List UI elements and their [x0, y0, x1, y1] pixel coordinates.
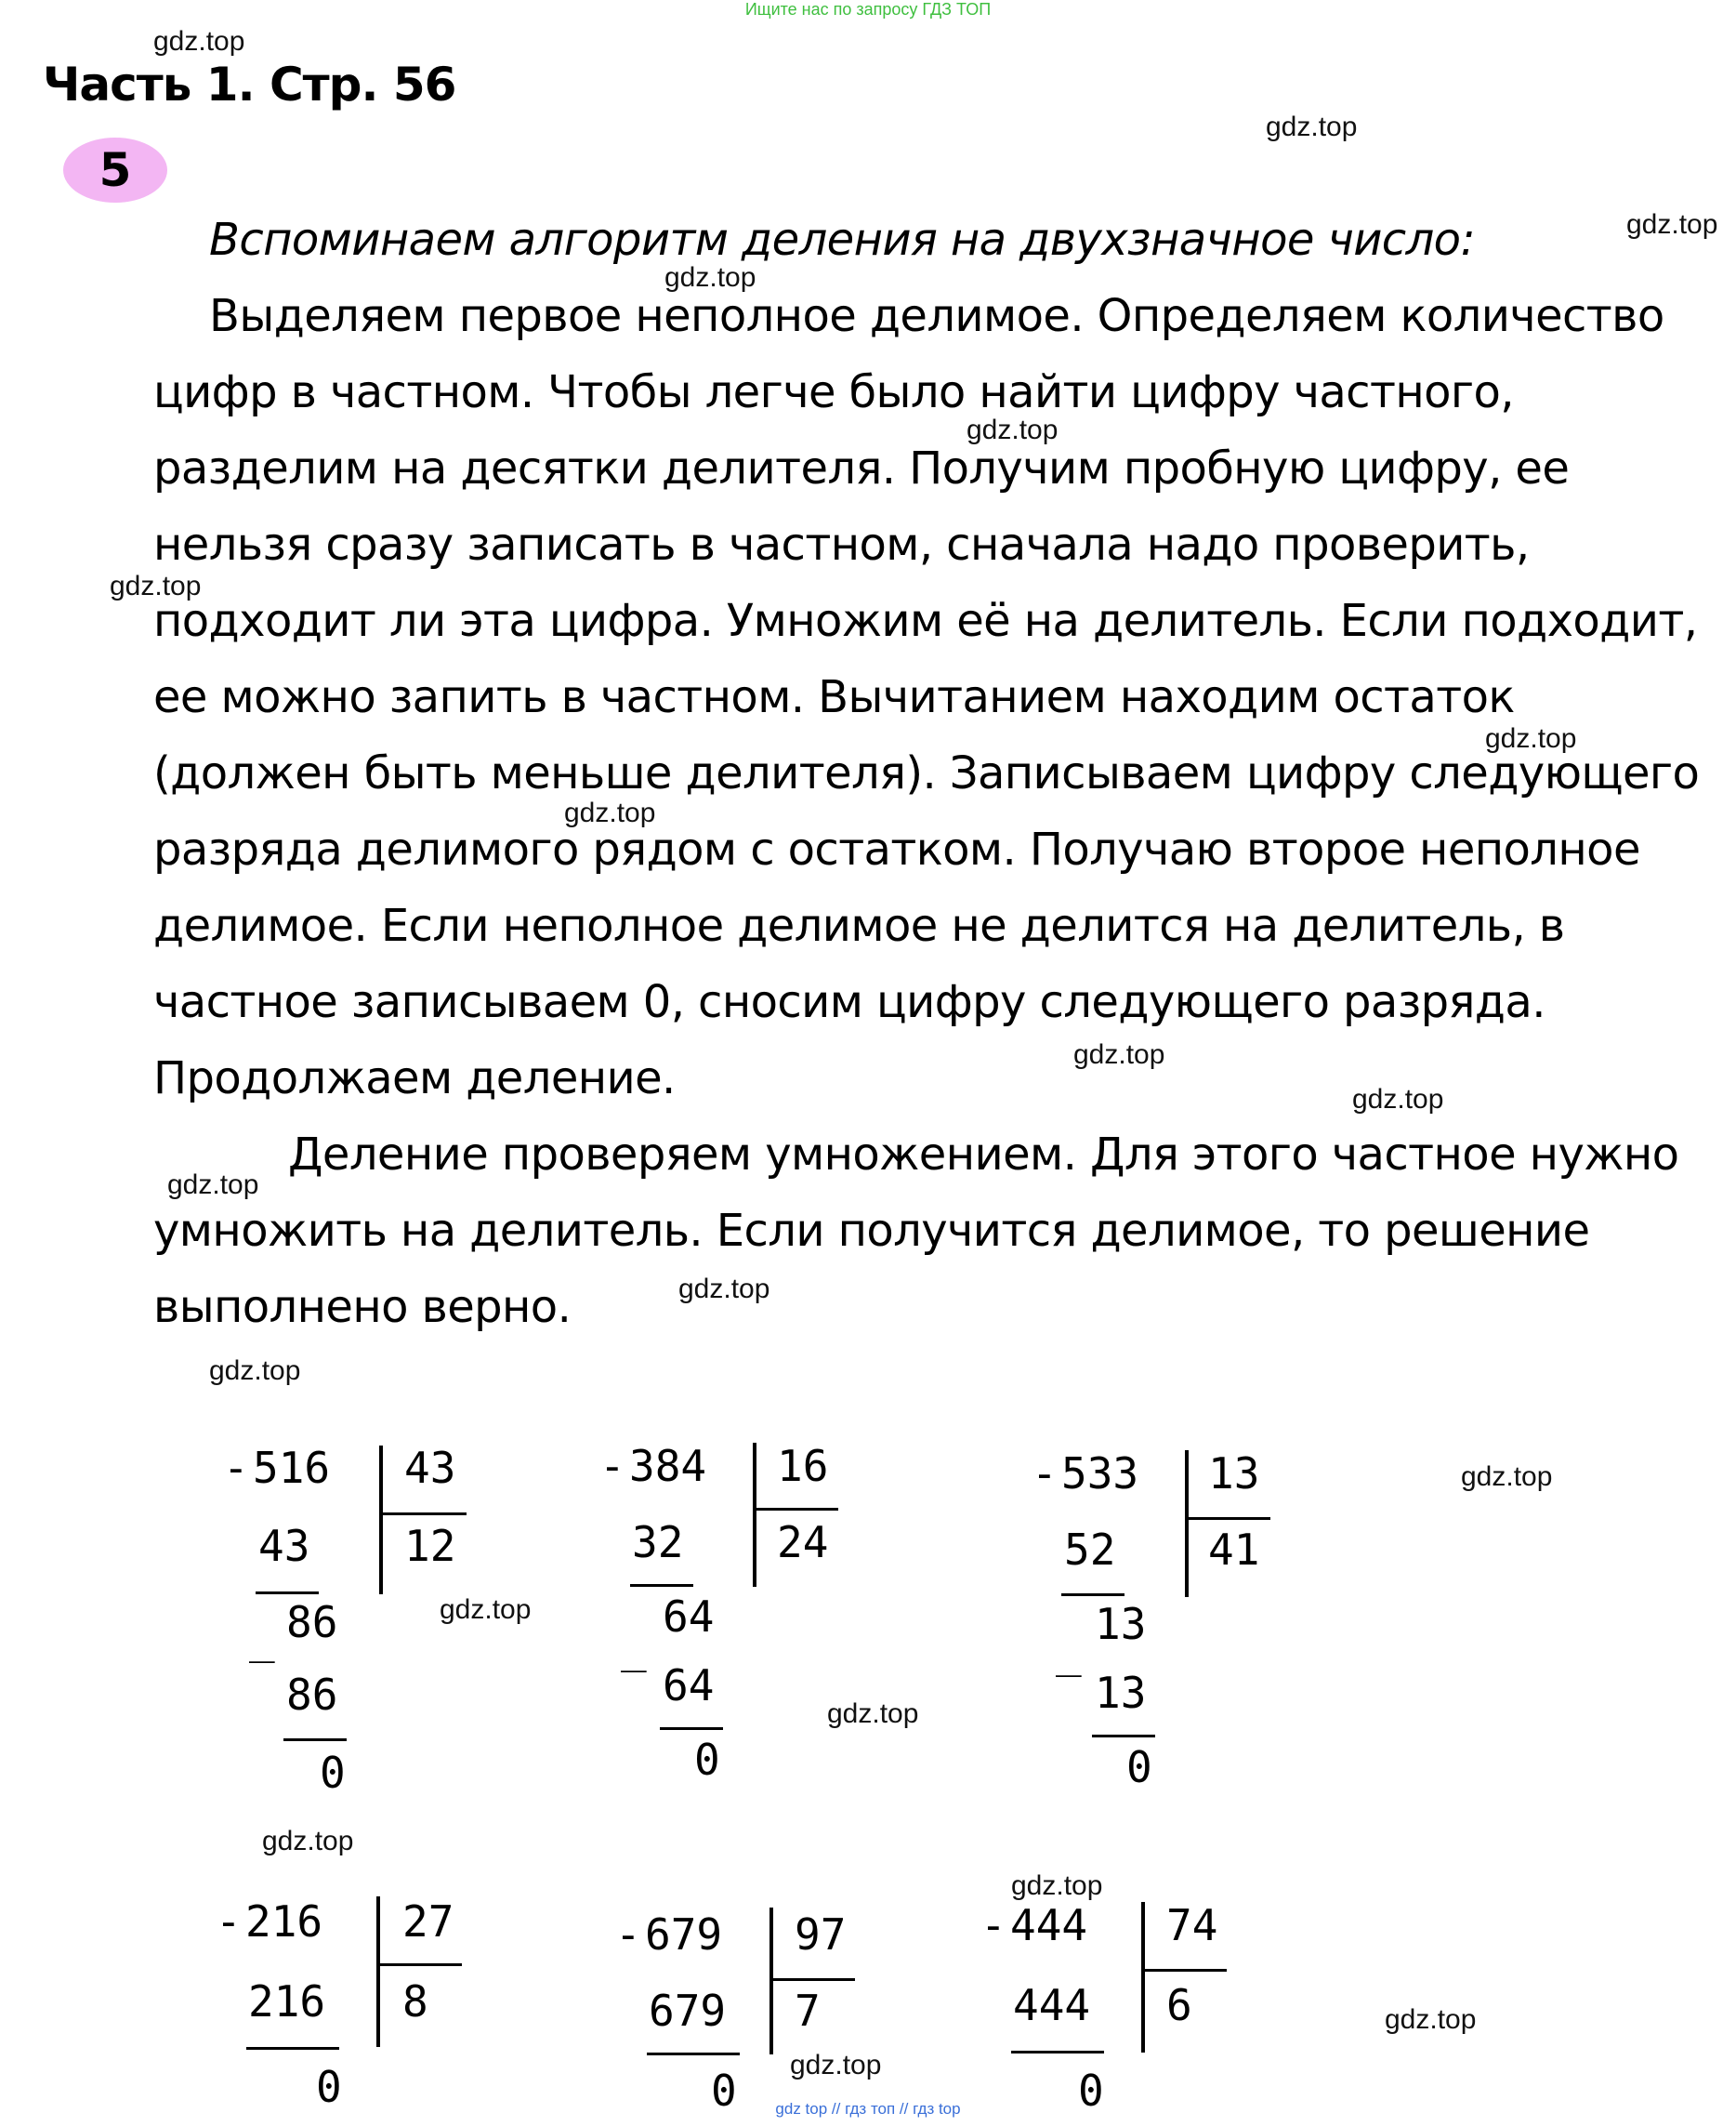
top-banner: Ищите нас по запросу ГДЗ ТОП [744, 0, 992, 19]
minus-sign: - [599, 1441, 625, 1491]
divisor: 43 [404, 1443, 456, 1493]
minus-sign: - [1032, 1448, 1058, 1499]
minus-sign: - [980, 1900, 1006, 1950]
division-bracket [753, 1443, 756, 1587]
dividend: 516 [253, 1443, 331, 1493]
text-line: разделим на десятки делителя. Получим пробную цифру, ее [153, 442, 1570, 495]
watermark: gdz.top [664, 262, 756, 293]
watermark: gdz.top [967, 415, 1059, 445]
dividend: 216 [245, 1896, 323, 1947]
check-line: умножить на делитель. Если получится делимое, то решение [153, 1205, 1590, 1257]
dividend: 384 [629, 1441, 707, 1491]
divisor-underline [1141, 1969, 1227, 1972]
explanation-text [153, 202, 1718, 1345]
task-number-badge [63, 138, 167, 203]
watermark: gdz.top [262, 1826, 354, 1856]
watermark: gdz.top [1626, 209, 1718, 240]
division-bracket [769, 1908, 773, 2054]
text-line: разряда делимого рядом с остатком. Получаю второе неполное [153, 824, 1640, 876]
remainder: 0 [1078, 2066, 1104, 2116]
watermark: gdz.top [209, 1355, 301, 1386]
text-line: частное записываем 0, сносим цифру следующего разряда. [153, 976, 1545, 1028]
quotient: 24 [777, 1517, 829, 1567]
divisor-underline [1185, 1517, 1270, 1520]
subtraction-line [660, 1727, 723, 1730]
divisor: 97 [795, 1909, 847, 1960]
quotient: 41 [1208, 1525, 1260, 1575]
sub-sign: _ [621, 1622, 647, 1672]
divisor: 27 [402, 1896, 454, 1947]
watermark: gdz.top [1073, 1039, 1165, 1070]
divisor-underline [753, 1508, 838, 1511]
watermark: gdz.top [564, 798, 656, 828]
subtraction-line [283, 1738, 347, 1741]
text-line: Выделяем первое неполное делимое. Определяем количество [209, 290, 1664, 342]
text-line: подходит ли эта цифра. Умножим её на делитель. Если подходит, [153, 595, 1698, 647]
text-line: цифр в частном. Чтобы легче было найти цифру частного, [153, 366, 1514, 418]
intro-line: Вспоминаем алгоритм деления на двухзначное число: [209, 214, 1476, 266]
watermark: gdz.top [153, 26, 245, 57]
quotient: 8 [402, 1976, 428, 2027]
step-value: 86 [286, 1597, 338, 1647]
watermark: gdz.top [678, 1274, 770, 1304]
text-line: ее можно запить в частном. Вычитанием находим остаток [153, 671, 1515, 723]
subtraction-line [246, 2047, 339, 2050]
subtraction-line [647, 2053, 740, 2055]
watermark: gdz.top [1011, 1870, 1103, 1901]
step-value: 52 [1064, 1525, 1116, 1575]
watermark: gdz.top [167, 1169, 259, 1200]
remainder: 0 [711, 2066, 737, 2116]
divisor-underline [376, 1963, 462, 1966]
text-line: нельзя сразу записать в частном, сначала надо проверить, [153, 519, 1530, 571]
dividend: 444 [1010, 1900, 1088, 1950]
division-bracket [1185, 1450, 1189, 1597]
subtraction-line [1011, 2051, 1104, 2053]
step-value: 679 [649, 1986, 727, 2036]
subtraction-line [1061, 1593, 1124, 1596]
divisor: 74 [1166, 1900, 1218, 1950]
division-bracket [379, 1446, 383, 1594]
remainder: 0 [1126, 1742, 1152, 1792]
step-value: 216 [248, 1976, 326, 2027]
watermark: gdz.top [110, 571, 202, 601]
check-line: выполнено верно. [153, 1281, 572, 1333]
dividend: 679 [645, 1909, 723, 1960]
watermark: gdz.top [1385, 2004, 1477, 2035]
step-value: 64 [663, 1591, 715, 1642]
dividend: 533 [1061, 1448, 1139, 1499]
text-line: (должен быть меньше делителя). Записываем цифру следующего [153, 747, 1700, 799]
watermark: gdz.top [1485, 723, 1577, 754]
quotient: 6 [1166, 1980, 1192, 2030]
watermark: gdz.top [1352, 1084, 1444, 1115]
watermark: gdz.top [790, 2050, 882, 2080]
sub-sign: _ [249, 1613, 275, 1663]
remainder: 0 [694, 1735, 720, 1785]
division-bracket [376, 1896, 380, 2047]
divisor: 16 [777, 1441, 829, 1491]
division-bracket [1141, 1902, 1145, 2053]
watermark: gdz.top [827, 1698, 919, 1729]
watermark: gdz.top [1461, 1461, 1553, 1492]
text-line: делимое. Если неполное делимое не делится на делитель, в [153, 900, 1565, 952]
divisor-underline [379, 1512, 467, 1515]
subtraction-line [630, 1584, 693, 1587]
step-value: 43 [258, 1521, 310, 1571]
step-value: 13 [1095, 1668, 1147, 1718]
step-value: 32 [632, 1517, 684, 1567]
step-value: 444 [1013, 1980, 1091, 2030]
step-value: 13 [1095, 1599, 1147, 1649]
watermark: gdz.top [440, 1594, 532, 1625]
minus-sign: - [216, 1896, 242, 1947]
minus-sign: - [223, 1443, 249, 1493]
remainder: 0 [320, 1748, 346, 1798]
text-line: Продолжаем деление. [153, 1052, 676, 1104]
page-title: Часть 1. Стр. 56 [43, 58, 456, 112]
minus-sign: - [615, 1909, 641, 1960]
quotient: 12 [404, 1521, 456, 1571]
remainder: 0 [316, 2062, 342, 2112]
step-value: 86 [286, 1670, 338, 1720]
subtraction-line [1092, 1735, 1155, 1737]
watermark: gdz.top [1266, 112, 1358, 142]
divisor-underline [769, 1978, 855, 1981]
divisor: 13 [1208, 1448, 1260, 1499]
subtraction-line [256, 1591, 319, 1594]
step-value: 64 [663, 1660, 715, 1710]
quotient: 7 [795, 1986, 821, 2036]
check-line: Деление проверяем умножением. Для этого частное нужно [288, 1129, 1679, 1181]
sub-sign: _ [1056, 1627, 1082, 1677]
task-number: 5 [99, 143, 132, 197]
bottom-banner: gdz top // гдз топ // гдз top [775, 2100, 961, 2118]
